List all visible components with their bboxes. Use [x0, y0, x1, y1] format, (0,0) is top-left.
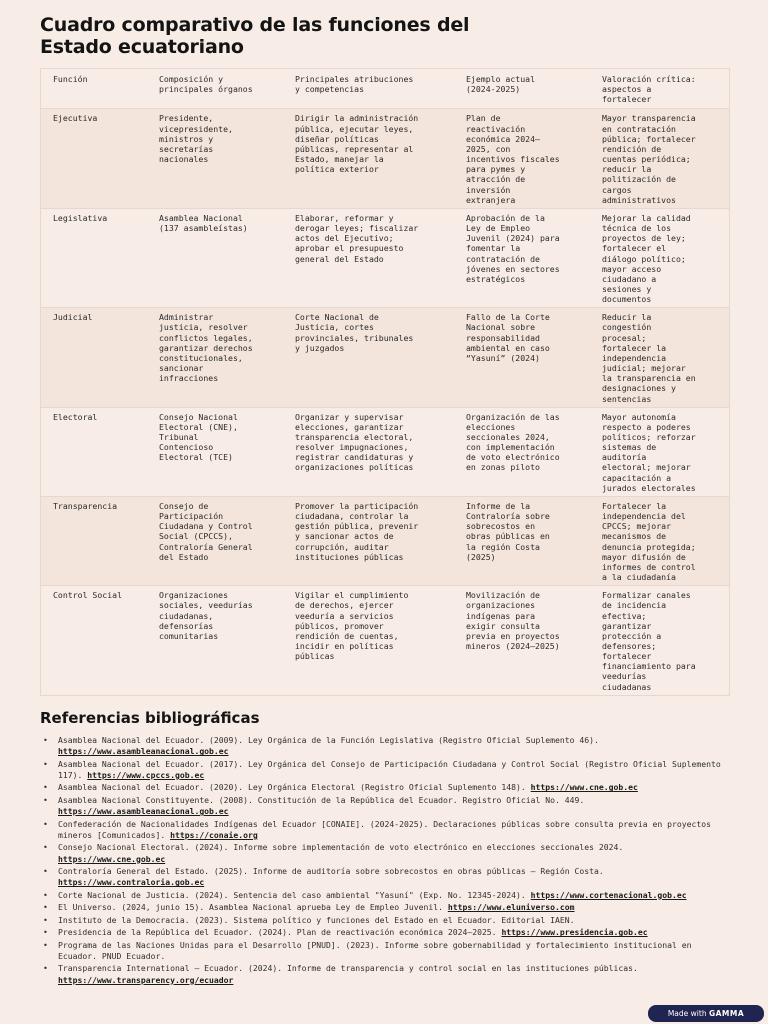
reference-item: • El Universo. (2024, junio 15). Asamblea Nacional aprueba Ley de Empleo Juvenil. https://www.eluniverso.com	[43, 902, 575, 913]
references-heading: Referencias bibliográficas	[40, 709, 260, 727]
reference-link[interactable]: https://www.cpccs.gob.ec	[87, 769, 205, 780]
table-cell: Formalizar canales de incidencia efectiva; garantizar protección a defensores; fortalecer financiamiento para veedurías ciudadanas	[602, 590, 696, 692]
badge-prefix: Made with	[667, 1009, 709, 1018]
table-row	[41, 496, 729, 585]
gamma-logo-text: GAMMA	[708, 1009, 745, 1018]
header-cell: Composición y principales órganos	[159, 74, 253, 95]
table-cell: Administrar justicia, resolver conflictos legales, garantizar derechos constitucionales, sancionar infracciones	[159, 312, 253, 384]
table-cell: Legislativa	[53, 212, 108, 223]
reference-link[interactable]: https://www.presidencia.gob.ec	[501, 927, 648, 938]
table-cell: Plan de reactivación económica 2024– 2025, con incentivos fiscales para pymes y atracción de inversión extranjera	[466, 113, 560, 205]
reference-link[interactable]: https://www.contraloria.gob.ec	[58, 877, 205, 888]
reference-text: Presidencia de la República del Ecuador. (2024). Plan de reactivación económica 2024–2025.	[58, 927, 502, 938]
table-cell: Mayor transparencia en contratación pública; fortalecer rendición de cuentas periódica; reducir la politización de cargos administrativos	[602, 113, 696, 205]
header-cell: Valoración crítica: aspectos a fortalecer	[602, 74, 696, 105]
table-cell: Vigilar el cumplimiento de derechos, ejercer veeduría a servicios públicos, promover rendición de cuentas, incidir en políticas públicas	[295, 590, 409, 662]
table-row	[41, 307, 729, 406]
reference-text: Programa de las Naciones Unidas para el Desarrollo [PNUD]. (2023). Informe sobre gobernabilidad y fortalecimiento institucional en Ecuador. PNUD Ecuador.	[58, 939, 692, 961]
table-cell: Corte Nacional de Justicia, cortes provinciales, tribunales y juzgados	[295, 312, 414, 353]
table-cell: Organizar y supervisar elecciones, garantizar transparencia electoral, resolver impugnaciones, registrar candidaturas y organizaciones políticas	[295, 411, 414, 473]
reference-item: • Instituto de la Democracia. (2023). Sistema político y funciones del Estado en el Ecuador. Editorial IAEN.	[43, 914, 575, 925]
reference-item: • Asamblea Nacional del Ecuador. (2020). Ley Orgánica Electoral (Registro Oficial Suplemento 148). https://www.cne.gob.ec	[43, 782, 638, 793]
page-title: Cuadro comparativo de las funciones del Estado ecuatoriano	[40, 14, 470, 58]
table-cell: Reducir la congestión procesal; fortalecer la independencia judicial; mejorar la transparencia en designaciones y sentencias	[602, 312, 696, 404]
reference-item: • Corte Nacional de Justicia. (2024). Sentencia del caso ambiental "Yasuní" (Exp. No. 12345-2024). https://www.cortenacional.gob.ec	[43, 889, 687, 900]
table-cell: Informe de la Contraloría sobre sobrecostos en obras públicas en la región Costa (2025)	[466, 500, 550, 562]
table-cell: Fortalecer la independencia del CPCCS; mejorar mecanismos de denuncia protegida; mayor difusión de informes de control a la ciudadanía	[602, 500, 696, 583]
table-cell: Elaborar, reformar y derogar leyes; fiscalizar actos del Ejecutivo; aprobar el presupuesto general del Estado	[295, 212, 419, 264]
table-header-row	[41, 69, 729, 108]
reference-text: Asamblea Nacional del Ecuador. (2009). Ley Orgánica de la Función Legislativa (Registro Oficial Suplemento 46).	[58, 735, 599, 745]
table-row	[41, 407, 729, 496]
header-cell: Ejemplo actual (2024-2025)	[466, 74, 536, 95]
table-cell: Dirigir la administración pública, ejecutar leyes, diseñar políticas públicas, representar al Estado, manejar la política exterior	[295, 113, 419, 175]
reference-item: • Asamblea Nacional del Ecuador. (2017). Ley Orgánica del Consejo de Participación Ciudadana y Control Social (Registro Oficial Suplemento 117). https://www.cpccs.gob.ec	[43, 758, 721, 780]
table-row	[41, 208, 729, 307]
reference-item: • Confederación de Nacionalidades Indígenas del Ecuador [CONAIE]. (2024-2025). Declaraciones públicas sobre consulta previa en proyectos mineros [Comunicados]. https://conaie.org	[43, 818, 711, 840]
reference-link[interactable]: https://www.asambleanacional.gob.ec	[58, 746, 229, 757]
reference-link[interactable]: https://www.cortenacional.gob.ec	[530, 889, 687, 900]
reference-text: Asamblea Nacional Constituyente. (2008). Constitución de la República del Ecuador. Registro Oficial No. 449.	[58, 794, 585, 805]
table-cell: Organización de las elecciones seccionales 2024, con implementación de voto electrónico en zonas piloto	[466, 411, 560, 473]
reference-item: • Asamblea Nacional Constituyente. (2008). Constitución de la República del Ecuador. Registro Oficial No. 449. https://www.asambleanacional.gob.ec	[43, 794, 585, 817]
reference-item: • Asamblea Nacional del Ecuador. (2009). Ley Orgánica de la Función Legislativa (Registro Oficial Suplemento 46). https://www.asambleanacional.gob.ec	[43, 735, 599, 757]
table-row	[41, 108, 729, 207]
made-with-gamma-badge[interactable]	[648, 1005, 764, 1022]
reference-link[interactable]: https://www.transparency.org/ecuador	[58, 974, 234, 985]
reference-link[interactable]: https://www.cne.gob.ec	[58, 853, 166, 864]
reference-item: • Contraloría General del Estado. (2025). Informe de auditoría sobre sobrecostos en obras públicas – Región Costa. https://www.contraloria.gob.ec	[43, 866, 604, 888]
reference-text: Consejo Nacional Electoral. (2024). Informe sobre implementación de voto electrónico en elecciones seccionales 2024.	[58, 842, 624, 853]
reference-text: Asamblea Nacional del Ecuador. (2020). Ley Orgánica Electoral (Registro Oficial Suplemento 148).	[58, 782, 531, 793]
reference-link[interactable]: https://www.eluniverso.com	[447, 902, 575, 913]
table-cell: Asamblea Nacional (137 asambleístas)	[159, 212, 248, 234]
table-cell: Organizaciones sociales, veedurías ciudadanas, defensorías comunitarias	[159, 590, 253, 641]
reference-text: El Universo. (2024, junio 15). Asamblea Nacional aprueba Ley de Empleo Juvenil.	[58, 902, 448, 913]
reference-text: Contraloría General del Estado. (2025). Informe de auditoría sobre sobrecostos en obras públicas – Región Costa.	[58, 866, 604, 877]
reference-link[interactable]: https://www.asambleanacional.gob.ec	[58, 806, 229, 817]
table-cell: Presidente, vicepresidente, ministros y secretarías nacionales	[159, 113, 233, 165]
reference-link[interactable]: https://www.cne.gob.ec	[530, 782, 638, 793]
comparison-table	[40, 68, 730, 696]
table-cell: Mejorar la calidad técnica de los proyectos de ley; fortalecer el diálogo político; mayor acceso ciudadano a sesiones y documentos	[602, 212, 691, 305]
table-cell: Judicial	[53, 312, 93, 323]
table-cell: Transparencia	[53, 500, 118, 511]
reference-text: Corte Nacional de Justicia. (2024). Sentencia del caso ambiental "Yasuní" (Exp. No. 12345-2024).	[58, 889, 531, 900]
table-cell: Aprobación de la Ley de Empleo Juvenil (2024) para fomentar la contratación de jóvenes en sectores estratégicos	[466, 212, 560, 284]
table-cell: Promover la participación ciudadana, controlar la gestión pública, prevenir y sancionar actos de corrupción, auditar instituciones públicas	[295, 500, 419, 562]
reference-text: Asamblea Nacional del Ecuador. (2017). Ley Orgánica del Consejo de Participación Ciudadana y Control Social (Registro Oficial Suplemento 117).	[58, 758, 721, 780]
reference-item: • Transparencia International – Ecuador. (2024). Informe de transparencia y control social en las instituciones públicas. https://www.transparency.org/ecuador	[43, 963, 638, 985]
reference-text: Confederación de Nacionalidades Indígenas del Ecuador [CONAIE]. (2024-2025). Declaraciones públicas sobre consulta previa en proyectos mineros [Comunicados].	[58, 818, 711, 840]
header-cell: Función	[53, 74, 88, 84]
references-list	[40, 735, 730, 987]
table-cell: Electoral	[53, 411, 98, 422]
header-cell: Principales atribuciones y competencias	[295, 74, 414, 95]
table-cell: Consejo de Participación Ciudadana y Control Social (CPCCS), Contraloría General del Estado	[159, 500, 253, 562]
reference-item: • Programa de las Naciones Unidas para el Desarrollo [PNUD]. (2023). Informe sobre gobernabilidad y fortalecimiento institucional en Ecuador. PNUD Ecuador.	[43, 939, 692, 961]
reference-link[interactable]: https://conaie.org	[170, 829, 258, 840]
table-cell: Ejecutiva	[53, 113, 98, 124]
table-cell: Mayor autonomía respecto a poderes políticos; reforzar sistemas de auditoría electoral; mejorar capacitación a jurados electorales	[602, 411, 696, 493]
table-row	[41, 585, 729, 695]
table-cell: Movilización de organizaciones indígenas para exigir consulta previa en proyectos mineros (2024–2025)	[466, 590, 560, 651]
reference-text: Transparencia International – Ecuador. (2024). Informe de transparencia y control social en las instituciones públicas.	[58, 963, 638, 974]
reference-item: • Presidencia de la República del Ecuador. (2024). Plan de reactivación económica 2024–2025. https://www.presidencia.gob.ec	[43, 927, 648, 938]
reference-text: Instituto de la Democracia. (2023). Sistema político y funciones del Estado en el Ecuador. Editorial IAEN.	[58, 914, 575, 925]
reference-item: • Consejo Nacional Electoral. (2024). Informe sobre implementación de voto electrónico en elecciones seccionales 2024. https://www.cne.gob.ec	[43, 842, 624, 864]
table-cell: Fallo de la Corte Nacional sobre responsabilidad ambiental en caso “Yasuní” (2024)	[466, 312, 550, 363]
table-cell: Consejo Nacional Electoral (CNE), Tribunal Contencioso Electoral (TCE)	[159, 411, 238, 463]
table-cell: Control Social	[53, 590, 123, 601]
